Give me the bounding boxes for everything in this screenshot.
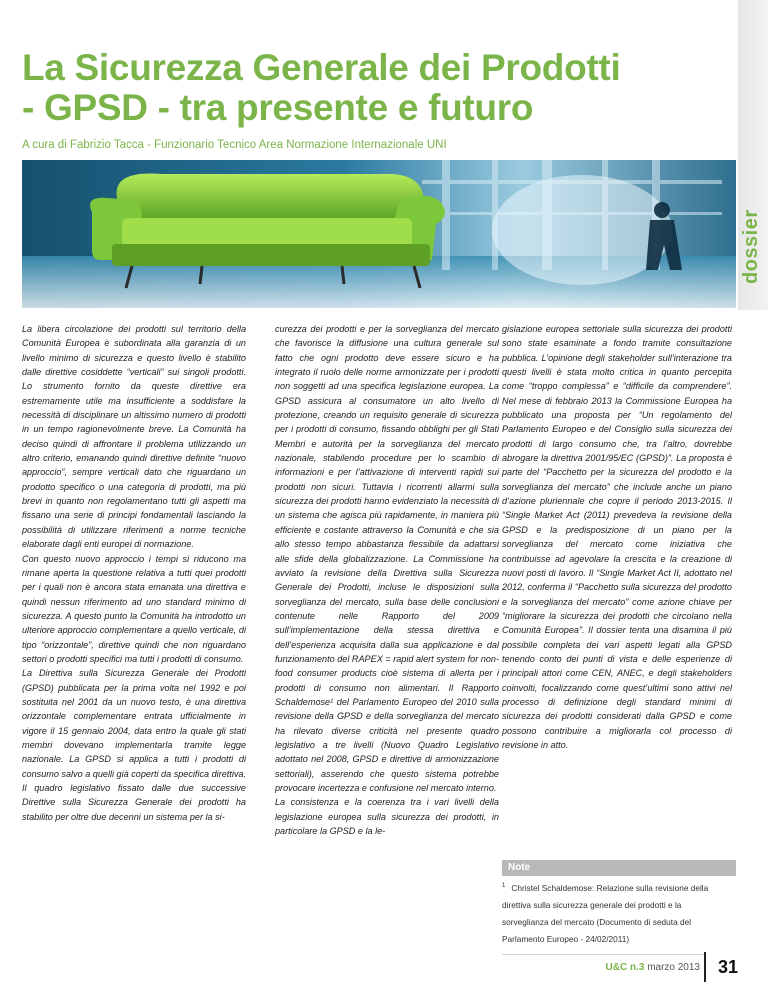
title-line-2: - GPSD - tra presente e futuro (22, 87, 534, 128)
issue-date: marzo 2013 (647, 962, 700, 973)
article-title (22, 48, 732, 128)
title-line-1: La Sicurezza Generale dei Prodotti (22, 47, 621, 88)
footnote-1 (502, 878, 730, 948)
magazine-brand: U&C n.3 (605, 962, 645, 973)
body-column-1: La libera circolazione dei prodotti sul territorio della Comunità Europea è subordinata alla garanzia di un livello minimo di sicurezza e questo livello è stabilito dalle direttive cosiddette “verticali” sui singoli prodotti. Lo strumento fornito da queste direttive era estremamente utile ma insufficiente a soddisfare la necessità di disciplinare un altissimo numero di prodotti in un tempo ragionevolmente breve. La Comunità ha deciso quindi di affrontare il problema utilizzando un altro criterio, emanando quindi direttive definite “nuovo approccio”, sempre verticali dato che riguardano un prodotto specifico o una categoria di prodotti, ma più brevi in quanto non regolamentano tutti gli aspetti ma fissano una serie di principi fondamentali lasciando la possibilità di utilizzare riferimenti a norme tecniche elaborate dagli enti europei di normazione. Con questo nuovo approccio i tempi si riducono ma rimane aperta la questione relativa a tutti quei prodotti per i quali non è ancora stata emanata una direttiva e quindi nessun riferimento ad uno standard minimo di sicurezza. A questo punto la Comunità ha introdotto un ulteriore approccio complementare a quello verticale, di tipo “orizzontale”, direttive quindi che non riguardano settori o prodotti specifici ma tutti i prodotti di consumo. La Direttiva sulla Sicurezza Generale dei Prodotti (GPSD) pubblicata per la prima volta nel 1992 e poi sostituita nel 2001 da un nuovo testo, è una direttiva orizzontale complementare entrata ufficialmente in vigore il 15 gennaio 2004, data entro la quale gli stati membri dovevano implementarla tramite legge nazionale. La GPSD si applica a tutti i prodotti di consumo salvo a quelli già coperti da specifica direttiva. Il quadro legislativo fissato dalle due successive Direttive sulla Sicurezza Generale dei prodotti ha stabilito per oltre due decenni un sistema per la si- (22, 324, 246, 822)
top-margin (0, 0, 768, 8)
footnote-marker: 1 (502, 883, 506, 889)
folio-divider (502, 954, 704, 955)
folio-meta (540, 962, 700, 973)
section-label: dossier (740, 209, 762, 284)
body-column-2: curezza dei prodotti e per la sorveglianza del mercato che favorisce la diffusione una cultura generale sul fatto che ogni prodotto deve essere sicuro e ha integrato il ruolo delle norme armonizzate per i prodotti non soggetti ad una specifica legislazione europea. La GPSD assicura al consumatore un alto livello di protezione, creando un requisito generale di sicurezza per i prodotti di consumo, fissando obblighi per gli Stati Membri e autorità per la sorveglianza del mercato nazionale, stabilendo procedure per lo scambio di informazioni e per l’attivazione di interventi rapidi sui prodotti non sicuri. Tuttavia i ricorrenti allarmi sulla sicurezza dei prodotti hanno evidenziato la necessità di un sistema che agisca più rapidamente, in maniera più efficiente e costante attraverso la Comunità e che sia allo stesso tempo abbastanza flessibile da adattarsi alle sfide della globalizzazione. La Commissione ha avviato la revisione della Direttiva sulla Sicurezza Generale dei Prodotti, incluse le disposizioni sulla sorveglianza del mercato, sulla base delle conclusioni contenute nelle Rapporto del 2009 sull’implementazione della stessa direttiva e dell’esperienza acquisita dalla sua applicazione e dal funzionamento del RAPEX = rapid alert system for non-food consumer products cioè sistema di allerta per i prodotti di consumo non alimentari. Il Rapporto Schaldemose¹ del Parlamento Europeo del 2010 sulla revisione della GPSD e della sorveglianza del mercato ha rilevato diverse criticità nel presente quadro legislativo a tre livelli (Nuovo Quadro Legislativo adottato nel 2008, GPSD e direttive di armonizzazione settoriali), asserendo che questo sistema potrebbe provocare incertezza e confusione nel mercato interno. La consistenza e la coerenza tra i vari livelli della legislazione europea sulla sicurezza dei prodotti, in particolare la GPSD e la le- (275, 324, 499, 837)
page-number: 31 (704, 952, 738, 982)
notes-header: Note (502, 860, 736, 876)
byline: A cura di Fabrizio Tacca - Funzionario Tecnico Area Normazione Internazionale UNI (22, 139, 447, 151)
hero-image-green-sofa (22, 160, 736, 308)
hero-illustration (22, 160, 736, 308)
footnote-text: Christel Schaldemose: Relazione sulla revisione della direttiva sulla sicurezza generale dei prodotti e la sorveglianza del mercato (Documento di seduta del Parlamento Europeo - 24/02/2011) (502, 882, 709, 944)
body-column-3: gislazione europea settoriale sulla sicurezza dei prodotti sono state esaminate a fondo tramite consultazione pubblica. L’opinione degli stakeholder sull’interazione tra questi livelli è stata molto critica in quanto percepita come “troppo complessa” e “difficile da comprendere”. Nel mese di febbraio 2013 la Commissione Europea ha pubblicato una proposta per “Un regolamento del Parlamento Europeo e del Consiglio sulla sicurezza dei prodotti di largo consumo che, tra l’altro, dovrebbe abrogare la direttiva 2001/95/EC (GPSD)”. La proposta è parte del “Pacchetto per la sicurezza del prodotto e la sorveglianza del mercato” che include anche un piano d’azione pluriennale che copre il periodo 2013-2015. Il “Single Market Act (2011) prevedeva la revisione della GPSD e la predisposizione di un piano per la sorveglianza del mercato come iniziativa che contribuisse ad agevolare la crescita e la creazione di nuovi posti di lavoro. Il “Single Market Act II, adottato nel 2012, conferma il “Pacchetto sulla sicurezza del prodotto e la sorveglianza del mercato” come azione chiave per “migliorare la sicurezza dei prodotti che circolano nella Comunità Europea”. Il dossier tenta una disamina il più possibile completa dei vari aspetti legati alla GPSD tenendo conto dei punti di vista e delle esperienze di principali attori come CEN, ANEC, e degli stakeholders coinvolti, focalizzando come quest’ultimi sono attivi nel processo di definizione degli standard minimi di sicurezza dei prodotti considerati dalla GPSD e come possono contribuire a migliorarla col processo di revisione in atto. (502, 324, 732, 750)
